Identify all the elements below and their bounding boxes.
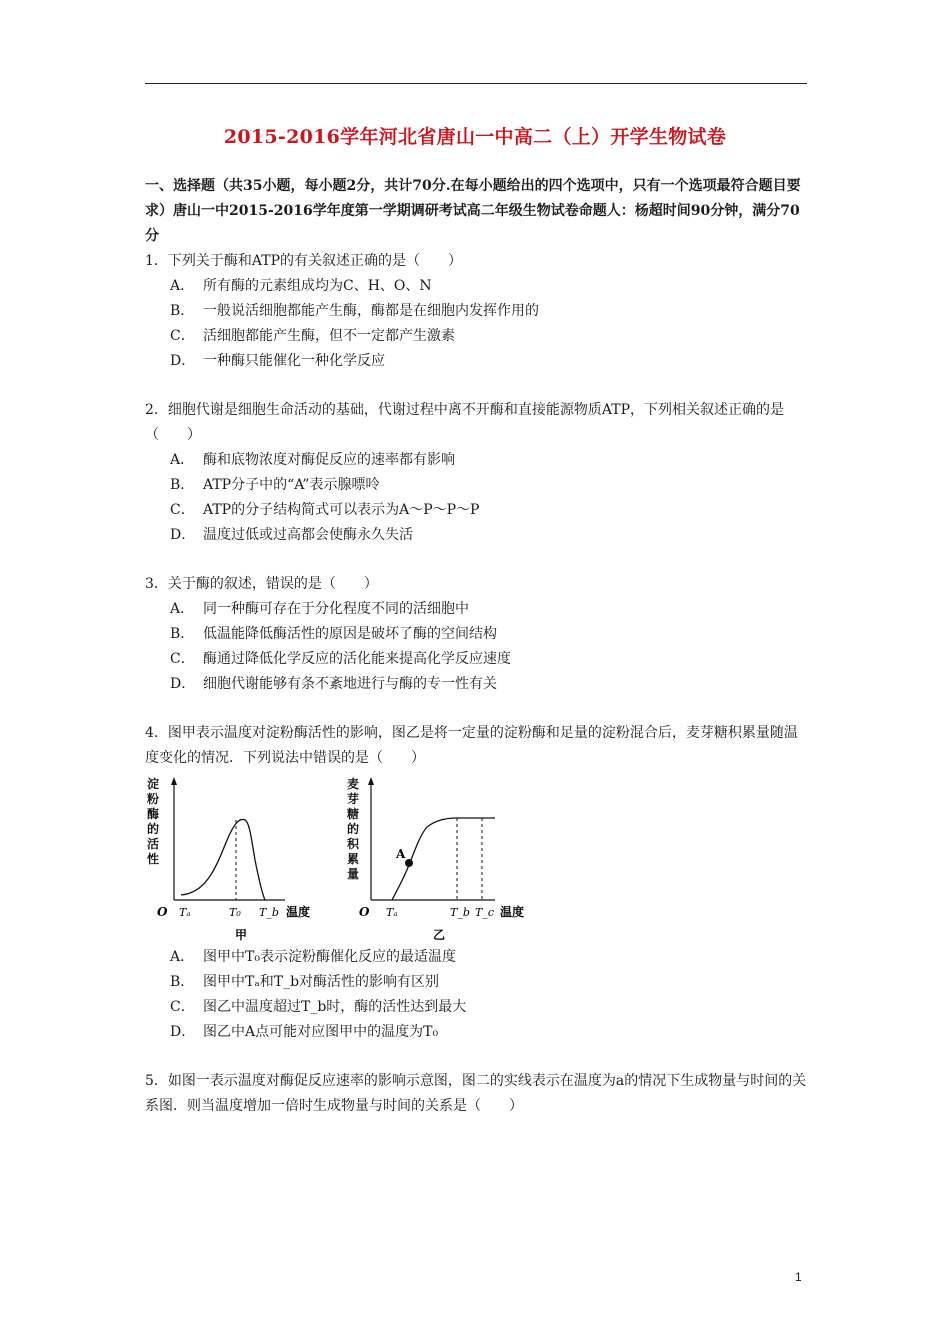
option-key: B． <box>170 477 195 493</box>
question-4-options <box>145 945 810 1045</box>
option-c[interactable] <box>170 498 810 523</box>
option-d[interactable] <box>170 1020 810 1045</box>
option-text: 图甲中Tₐ和T_b对酶活性的影响有区别 <box>203 974 440 990</box>
tick-t0: T₀ <box>229 906 241 919</box>
option-key: A． <box>170 601 195 617</box>
option-text: 活细胞都能产生酶，但不一定都产生激素 <box>203 328 455 344</box>
x-axis-label: 温度 <box>286 905 311 919</box>
option-text: 酶通过降低化学反应的活化能来提高化学反应速度 <box>203 651 511 667</box>
option-key: D． <box>170 353 196 369</box>
option-b[interactable] <box>170 970 810 995</box>
option-c[interactable] <box>170 995 810 1020</box>
section-header: 一、选择题（共35小题，每小题2分，共计70分.在每小题给出的四个选项中，只有一个选项最符合题目要求）唐山一中2015-2016学年度第一学期调研考试高二年级生物试卷命题人：杨超时间90分钟，满分70分 <box>145 178 801 244</box>
question-stem: 4．图甲表示温度对淀粉酶活性的影响，图乙是将一定量的淀粉酶和足量的淀粉混合后，麦芽糖积累量随温度变化的情况．下列说法中错误的是（ ） <box>145 725 798 766</box>
option-a[interactable] <box>170 597 810 622</box>
option-text: ATP分子中的“A”表示腺嘌呤 <box>203 477 380 493</box>
page-number: 1 <box>795 1270 802 1284</box>
tick-ta: Tₐ <box>386 906 398 919</box>
question-2 <box>145 398 810 548</box>
tick-tb: T_b <box>259 906 279 919</box>
ylabel-char: 芽 <box>347 792 360 806</box>
figure-jia-ylabel <box>146 776 159 866</box>
option-text: 图甲中T₀表示淀粉酶催化反应的最适温度 <box>203 949 456 965</box>
page-title: 2015-2016学年河北省唐山一中高二（上）开学生物试卷 <box>223 126 727 148</box>
option-key: B． <box>170 303 195 319</box>
figure-caption: 甲 <box>235 928 248 942</box>
option-b[interactable] <box>170 473 810 498</box>
question-stem: 3．关于酶的叙述，错误的是（ ） <box>145 576 378 592</box>
option-text: 温度过低或过高都会使酶永久失活 <box>203 527 413 543</box>
option-text: 所有酶的元素组成均为C、H、O、N <box>203 278 432 294</box>
question-stem: 2．细胞代谢是细胞生命活动的基础，代谢过程中离不开酶和直接能源物质ATP，下列相关叙述正确的是（ ） <box>145 402 785 443</box>
option-a[interactable] <box>170 274 810 299</box>
option-key: D． <box>170 527 196 543</box>
question-4 <box>145 721 810 771</box>
ylabel-char: 的 <box>147 822 160 836</box>
point-a <box>405 859 413 867</box>
ylabel-char: 的 <box>347 822 360 836</box>
figure-yi <box>345 775 535 945</box>
option-text: 酶和底物浓度对酶促反应的速率都有影响 <box>203 452 455 468</box>
question-5 <box>145 1069 810 1119</box>
option-key: C． <box>170 999 195 1015</box>
question-1 <box>145 249 810 374</box>
ylabel-char: 糖 <box>347 807 360 821</box>
option-text: 细胞代谢能够有条不紊地进行与酶的专一性有关 <box>203 676 497 692</box>
option-b[interactable] <box>170 622 810 647</box>
option-d[interactable] <box>170 349 810 374</box>
ylabel-char: 积 <box>347 837 360 851</box>
option-key: C． <box>170 502 195 518</box>
point-a-label: A <box>396 847 406 861</box>
header-rule <box>145 83 807 84</box>
tick-tb: T_b <box>450 906 470 919</box>
option-key: D． <box>170 676 196 692</box>
figure-caption: 乙 <box>433 928 446 942</box>
figure-jia <box>145 775 315 945</box>
ylabel-char: 淀 <box>147 777 160 791</box>
option-a[interactable] <box>170 448 810 473</box>
ylabel-char: 活 <box>147 837 160 851</box>
question-stem: 1．下列关于酶和ATP的有关叙述正确的是（ ） <box>145 253 463 269</box>
activity-curve <box>181 819 265 900</box>
tick-tc: T_c <box>475 906 494 919</box>
option-key: A． <box>170 949 195 965</box>
y-axis-arrow <box>171 777 177 785</box>
option-key: B． <box>170 626 195 642</box>
option-key: A． <box>170 278 195 294</box>
option-text: 一种酶只能催化一种化学反应 <box>203 353 385 369</box>
option-key: D． <box>170 1024 196 1040</box>
option-d[interactable] <box>170 523 810 548</box>
option-key: B． <box>170 974 195 990</box>
option-c[interactable] <box>170 647 810 672</box>
question-3 <box>145 572 810 697</box>
option-a[interactable] <box>170 945 810 970</box>
option-key: C． <box>170 328 195 344</box>
accumulation-curve <box>392 818 495 900</box>
option-text: ATP的分子结构简式可以表示为A～P～P～P <box>203 502 480 518</box>
option-text: 图乙中A点可能对应图甲中的温度为T₀ <box>203 1024 439 1040</box>
option-text: 一般说活细胞都能产生酶，酶都是在细胞内发挥作用的 <box>203 303 539 319</box>
x-axis-label: 温度 <box>500 905 525 919</box>
option-d[interactable] <box>170 672 810 697</box>
ylabel-char: 性 <box>147 852 160 866</box>
origin-label: O <box>359 905 370 919</box>
ylabel-char: 累 <box>347 852 360 866</box>
figure-yi-ylabel <box>346 776 360 881</box>
ylabel-char: 粉 <box>147 792 160 806</box>
ylabel-char: 量 <box>347 867 360 881</box>
tick-ta: Tₐ <box>179 906 191 919</box>
option-b[interactable] <box>170 299 810 324</box>
origin-label: O <box>157 905 168 919</box>
ylabel-char: 酶 <box>147 807 160 821</box>
option-c[interactable] <box>170 324 810 349</box>
option-text: 同一种酶可存在于分化程度不同的活细胞中 <box>203 601 469 617</box>
option-key: C． <box>170 651 195 667</box>
y-axis-arrow <box>368 777 374 785</box>
question-stem: 5．如图一表示温度对酶促反应速率的影响示意图，图二的实线表示在温度为a的情况下生成物量与时间的关系图．则当温度增加一倍时生成物量与时间的关系是（ ） <box>145 1073 807 1114</box>
option-key: A． <box>170 452 195 468</box>
ylabel-char: 麦 <box>347 777 360 791</box>
option-text: 低温能降低酶活性的原因是破坏了酶的空间结构 <box>203 626 497 642</box>
option-text: 图乙中温度超过T_b时，酶的活性达到最大 <box>203 999 467 1015</box>
